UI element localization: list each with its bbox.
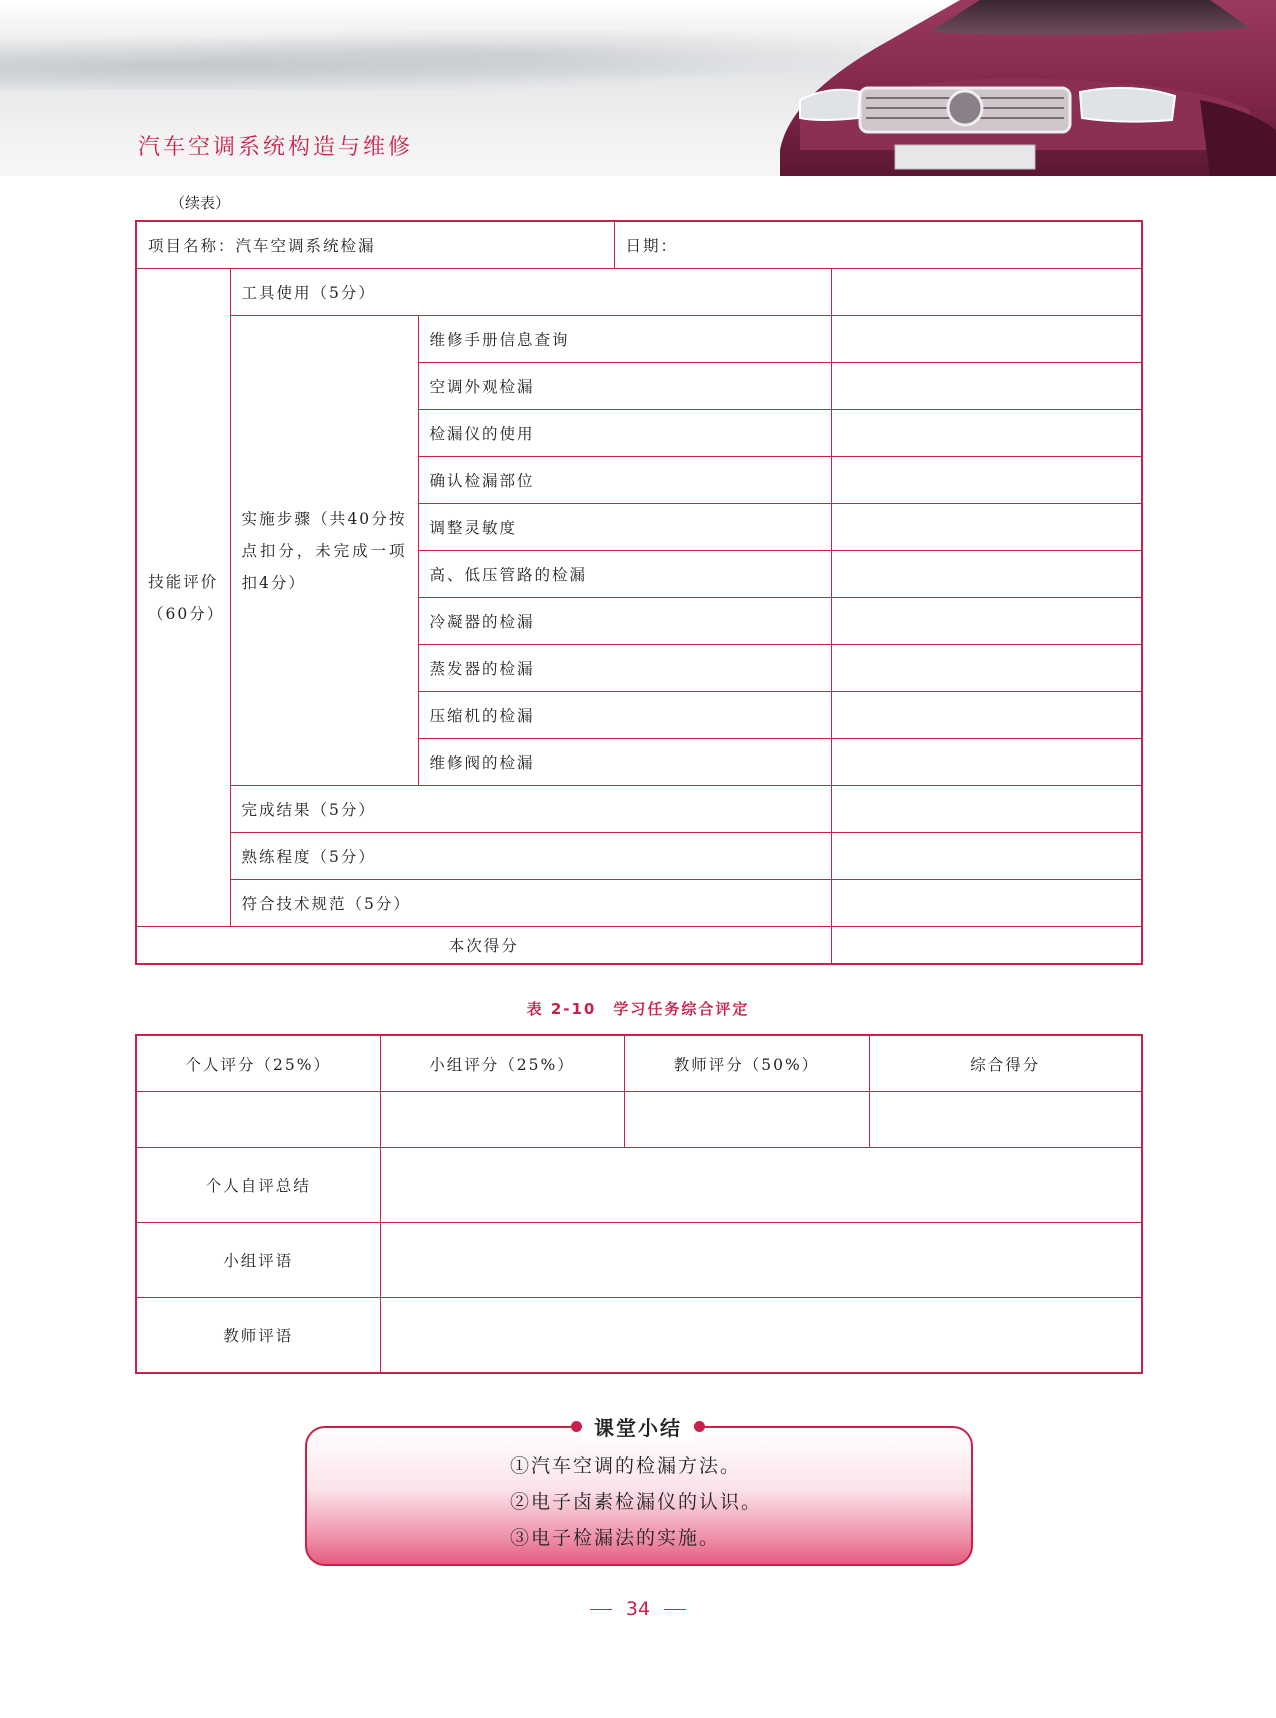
score-cell	[831, 316, 1142, 363]
result-cell: 完成结果（5分）	[230, 786, 831, 833]
teacher-comment-value	[380, 1298, 1142, 1374]
group-score-value	[380, 1092, 624, 1148]
total-score-cell	[831, 927, 1142, 965]
step-item: 冷凝器的检漏	[418, 598, 831, 645]
teacher-comment-label: 教师评语	[136, 1298, 380, 1374]
page-number-text: 34	[625, 1598, 651, 1620]
personal-score-value	[136, 1092, 380, 1148]
score-cell	[831, 645, 1142, 692]
continuation-label: （续表）	[170, 194, 231, 212]
mountain-mist-decoration	[0, 30, 860, 90]
step-item: 维修手册信息查询	[418, 316, 831, 363]
teacher-score-value	[624, 1092, 869, 1148]
step-item: 压缩机的检漏	[418, 692, 831, 739]
score-cell	[831, 880, 1142, 927]
group-comment-label: 小组评语	[136, 1223, 380, 1298]
score-cell	[831, 786, 1142, 833]
step-item: 确认检漏部位	[418, 457, 831, 504]
header-overall-score: 综合得分	[869, 1035, 1142, 1092]
score-cell	[831, 457, 1142, 504]
total-score-label: 本次得分	[136, 927, 831, 965]
bullet-dot-icon	[571, 1421, 582, 1432]
proficiency-cell: 熟练程度（5分）	[230, 833, 831, 880]
car-image	[780, 0, 1276, 176]
score-cell	[831, 833, 1142, 880]
project-name-cell: 项目名称：汽车空调系统检漏	[136, 221, 614, 269]
step-item: 检漏仪的使用	[418, 410, 831, 457]
dash-decoration	[590, 1609, 612, 1610]
score-cell	[831, 692, 1142, 739]
step-item: 维修阀的检漏	[418, 739, 831, 786]
score-cell	[831, 269, 1142, 316]
comprehensive-eval-table	[135, 1034, 1143, 1374]
score-cell	[831, 598, 1142, 645]
score-cell	[831, 551, 1142, 598]
summary-title-text: 课堂小结	[582, 1412, 694, 1441]
bullet-dot-icon	[694, 1421, 705, 1432]
score-cell	[831, 504, 1142, 551]
summary-item: ②电子卤素检漏仪的认识。	[510, 1491, 763, 1513]
score-cell	[831, 739, 1142, 786]
book-title: 汽车空调系统构造与维修	[138, 135, 414, 160]
self-summary-label: 个人自评总结	[136, 1148, 380, 1223]
date-cell: 日期：	[614, 221, 1142, 269]
overall-score-value	[869, 1092, 1142, 1148]
skill-eval-cell: 技能评价（60分）	[136, 269, 230, 927]
score-cell	[831, 410, 1142, 457]
step-item: 空调外观检漏	[418, 363, 831, 410]
step-item: 调整灵敏度	[418, 504, 831, 551]
tool-use-cell: 工具使用（5分）	[230, 269, 831, 316]
header-personal-score: 个人评分（25%）	[136, 1035, 380, 1092]
step-item: 高、低压管路的检漏	[418, 551, 831, 598]
group-comment-value	[380, 1223, 1142, 1298]
step-item: 蒸发器的检漏	[418, 645, 831, 692]
header-group-score: 小组评分（25%）	[380, 1035, 624, 1092]
summary-item: ③电子检漏法的实施。	[510, 1527, 721, 1549]
score-cell	[831, 363, 1142, 410]
header-teacher-score: 教师评分（50%）	[624, 1035, 869, 1092]
evaluation-table	[135, 220, 1143, 965]
standard-cell: 符合技术规范（5分）	[230, 880, 831, 927]
summary-item: ①汽车空调的检漏方法。	[510, 1455, 742, 1477]
class-summary-title	[0, 1412, 1276, 1441]
summary-items	[510, 1448, 762, 1556]
table-caption: 表 2-10 学习任务综合评定	[526, 1000, 750, 1018]
self-summary-value	[380, 1148, 1142, 1223]
steps-label-cell: 实施步骤（共40分按点扣分，未完成一项扣4分）	[230, 316, 418, 786]
page-header-banner	[0, 0, 1276, 176]
dash-decoration	[664, 1609, 686, 1610]
page-number	[0, 1598, 1276, 1620]
